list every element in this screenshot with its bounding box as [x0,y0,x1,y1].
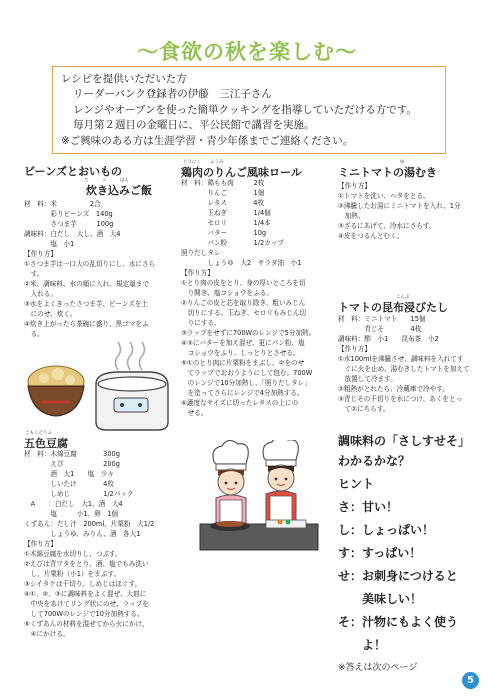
text-line: ⑤くずあんの材料を混ぜてから火にかけ、 [24,620,149,628]
text-line: ①木綿豆腐を水切りし、つぶす。 [24,550,122,558]
text-line: ②粗熱がとれたら、冷蔵庫で冷やす。 [338,385,449,393]
text-line: ③ラップをせずに700Wのレンジで5分加熱。 [181,329,316,337]
text-line: ①トマトを洗い、ヘタをとる。 [338,192,430,200]
quiz-line: そ：汁物にもよく使う [338,615,459,629]
text-line: さつま芋 100g [24,220,114,228]
text-line: 材 料：ミニトマト 15個 [338,315,426,323]
text-line: ④③にバターを加え混ぜ、更にパン粉、塩 [181,339,305,347]
text-line: バター 10g [181,229,267,237]
text-line: えび 200g [24,460,120,468]
text-line: くずあん：だし汁 200ml、片栗粉 大1/2 [24,520,155,528]
text-line: しめじ 1/2パック [24,490,134,498]
quiz-line: さ：甘い！ [338,500,399,514]
recipe4-ruby: ゆ [400,160,405,165]
text-line: 加熱。 [338,212,365,220]
text-line: ③水をよくきったさつま芋、ビーンズを上 [24,300,149,308]
text-line: 【作り方】 [24,540,57,548]
text-line: る。 [24,330,44,338]
text-line: ①水100mlを沸騰させ、調味料を入れてす [338,355,464,363]
text-line: り開き、塩コショウをふる。 [181,289,273,297]
text-line: ④にかける。 [24,630,70,638]
text-line: 彩りビーンズ 140g [24,210,113,218]
text-line: 材 料：米 2合 [24,200,101,208]
quiz-line: す：すっぱい！ [338,546,422,560]
text-line: ③青じその千切りを水につけ、あくをとっ [338,395,463,403]
recipe5-ruby: こんぶ [396,295,410,300]
text-line: コショウをふり、しっとりとさせる。 [181,349,300,357]
text-line: ぐに火を止め、湯むきしたトマトを加えて [338,365,470,373]
recipe1-body [24,199,155,339]
recipe1-ruby: た こ はん [84,178,129,183]
text-line: しいたけ 4枚 [24,480,114,488]
text-line: ⑤①のとり肉に片栗粉をまぶし、②をのせ [181,359,305,367]
text-line: 放置して冷ます。 [338,375,397,383]
text-line: 切りにする。玉ねぎ、セロリもみじん切 [181,309,307,317]
text-line: す。 [24,270,44,278]
recipe3-body [181,178,315,418]
quiz-line: せ：お刺身につけると [338,569,458,583]
quiz-line: し：しょっぱい！ [338,523,435,537]
text-line: りんご 1個 [181,189,265,197]
info-line: レンジやオーブンを使った簡単クッキングを指導していただける方です。 [73,103,417,116]
text-line: ①とり肉の皮をとり、身の厚いところを切 [181,279,306,287]
text-line: て②にちらす。 [338,405,390,413]
text-line: 材 料：木綿豆腐 300g [24,450,120,458]
rice-cooker-illustration [22,340,172,432]
text-line: 【作り方】 [338,182,371,190]
recipe2-heading: 五色豆腐 [24,437,68,450]
info-line: ※ご興味のある方は生涯学習・青少年係までご連絡ください。 [61,134,354,147]
text-line: 調味料：白だし 大し、酒 大4 [24,230,121,238]
text-line: し、片栗粉（小1）をまぶす。 [24,570,120,578]
recipe4-body [338,181,461,241]
text-line: A ：白だし 大1、酒 大4 [24,500,123,508]
text-line: 塩 小1、卵 1個 [24,510,119,518]
text-line: 酒 大1 塩 少々 [24,470,114,478]
text-line: ③ざるにあげて、冷水にさらす。 [338,222,436,230]
text-line: 【作り方】 [24,250,57,258]
text-line: ②りんごの皮と芯を取り除き、粗いみじん [181,299,306,307]
kitchen-counter-icon [200,520,318,551]
text-line: セロリ 1/4本 [181,219,271,227]
text-line: ⑥適度なサイズに切ったレタスの上にの [181,399,299,407]
recipe1-heading-line1: ビーンズとおいもの [24,165,123,178]
text-line: 塩 小1 [24,240,75,248]
text-line: 中央をあけてリング状にのせ、ラップを [24,600,149,608]
info-line: 毎月第２週目の金曜日に、平公民館で講習を実施。 [73,119,315,132]
kids-cooking-illustration [196,440,326,556]
text-line: てラップでおおうようにして包む。700W [181,369,313,377]
text-line: して700Wのレンジで10分加熱する。 [24,610,144,618]
text-line: ④①、②、③に調味料をよく混ぜ、大皿に [24,590,147,598]
text-line: にのせ、炊く。 [24,310,77,318]
quiz-line: わかるかな？ [338,454,411,468]
recipe1-heading-line2: 炊き込みご飯 [86,184,152,197]
info-box [52,66,446,154]
text-line: レタス 4枚 [181,199,265,207]
text-line: 【作り方】 [181,269,214,277]
text-line: パン粉 1/2カップ [181,239,284,247]
text-line: ④皮をつるんとむく。 [338,232,404,240]
text-line: りにする。 [181,319,221,327]
text-line: 入れる。 [24,290,57,298]
recipe5-heading: トマトの昆布浸びたし [338,301,448,314]
recipe2-ruby: ごもくどうふ [25,431,52,436]
recipe4-heading: ミニトマトの湯むき [338,166,437,179]
text-line: 照りだしタレ [181,249,221,257]
info-line: レシピを提供いただいた方 [61,73,187,85]
info-line: リーダーバンク登録者の伊藤 三江子さん [73,88,272,101]
text-line: のレンジで10分加熱し、「照りだしタレ」 [181,379,312,387]
quiz-body [338,450,458,657]
steam-icon [116,342,145,370]
text-line: しょうゆ 大2 サラダ油 小1 [181,259,302,267]
text-line: 玉ねぎ 1/4個 [181,209,271,217]
quiz-note: ※答えは次のページ [338,663,418,673]
page-number-badge: 5 [462,672,479,689]
text-line: を塗ってさらにレンジで4分加熱する。 [181,389,304,397]
text-line: ④炊き上がったら茶碗に盛り、黒ゴマをふ [24,320,149,328]
text-line: 青じそ 4枚 [338,325,422,333]
page-title: 〜食欲の秋を楽しむ〜 [137,40,357,64]
quiz-title: 調味料の「さしすせそ」 [338,434,471,448]
quiz-line: 美味しい！ [338,592,423,606]
chef-boy-icon [263,440,298,524]
text-line: しょうゆ、みりん、酒 各大1 [24,530,141,538]
text-line: ②米、調味料、水の順に入れ、規定量まで [24,280,149,288]
rice-bowl-icon [28,366,84,416]
text-line: せる。 [181,409,208,417]
quiz-line: よ！ [338,638,387,652]
text-line: ③シイタケは千切り、しめじはほぐす。 [24,580,142,588]
text-line: 材 料：鶏もも肉 2枚 [181,179,265,187]
chef-girl-icon [213,440,248,524]
text-line: 調味料：酢 小1 昆布茶 小2 [338,335,439,343]
text-line: ②沸騰したお湯にミニトマトを入れ、1分 [338,202,461,210]
text-line: ②えびは背ワタをとり、酒、塩でもみ洗い [24,560,149,568]
quiz-line: ヒント [338,477,375,491]
rice-cooker-icon [96,372,168,430]
recipe3-heading: 鶏肉のりんご風味ロール [181,166,302,179]
recipe2-body [24,449,154,639]
text-line: ①さつま芋は一口大の乱切りにし、水にさら [24,260,156,268]
recipe3-ruby: とりにく ふうみ [183,160,224,165]
text-line: 【作り方】 [338,345,371,353]
recipe5-body [338,314,470,414]
